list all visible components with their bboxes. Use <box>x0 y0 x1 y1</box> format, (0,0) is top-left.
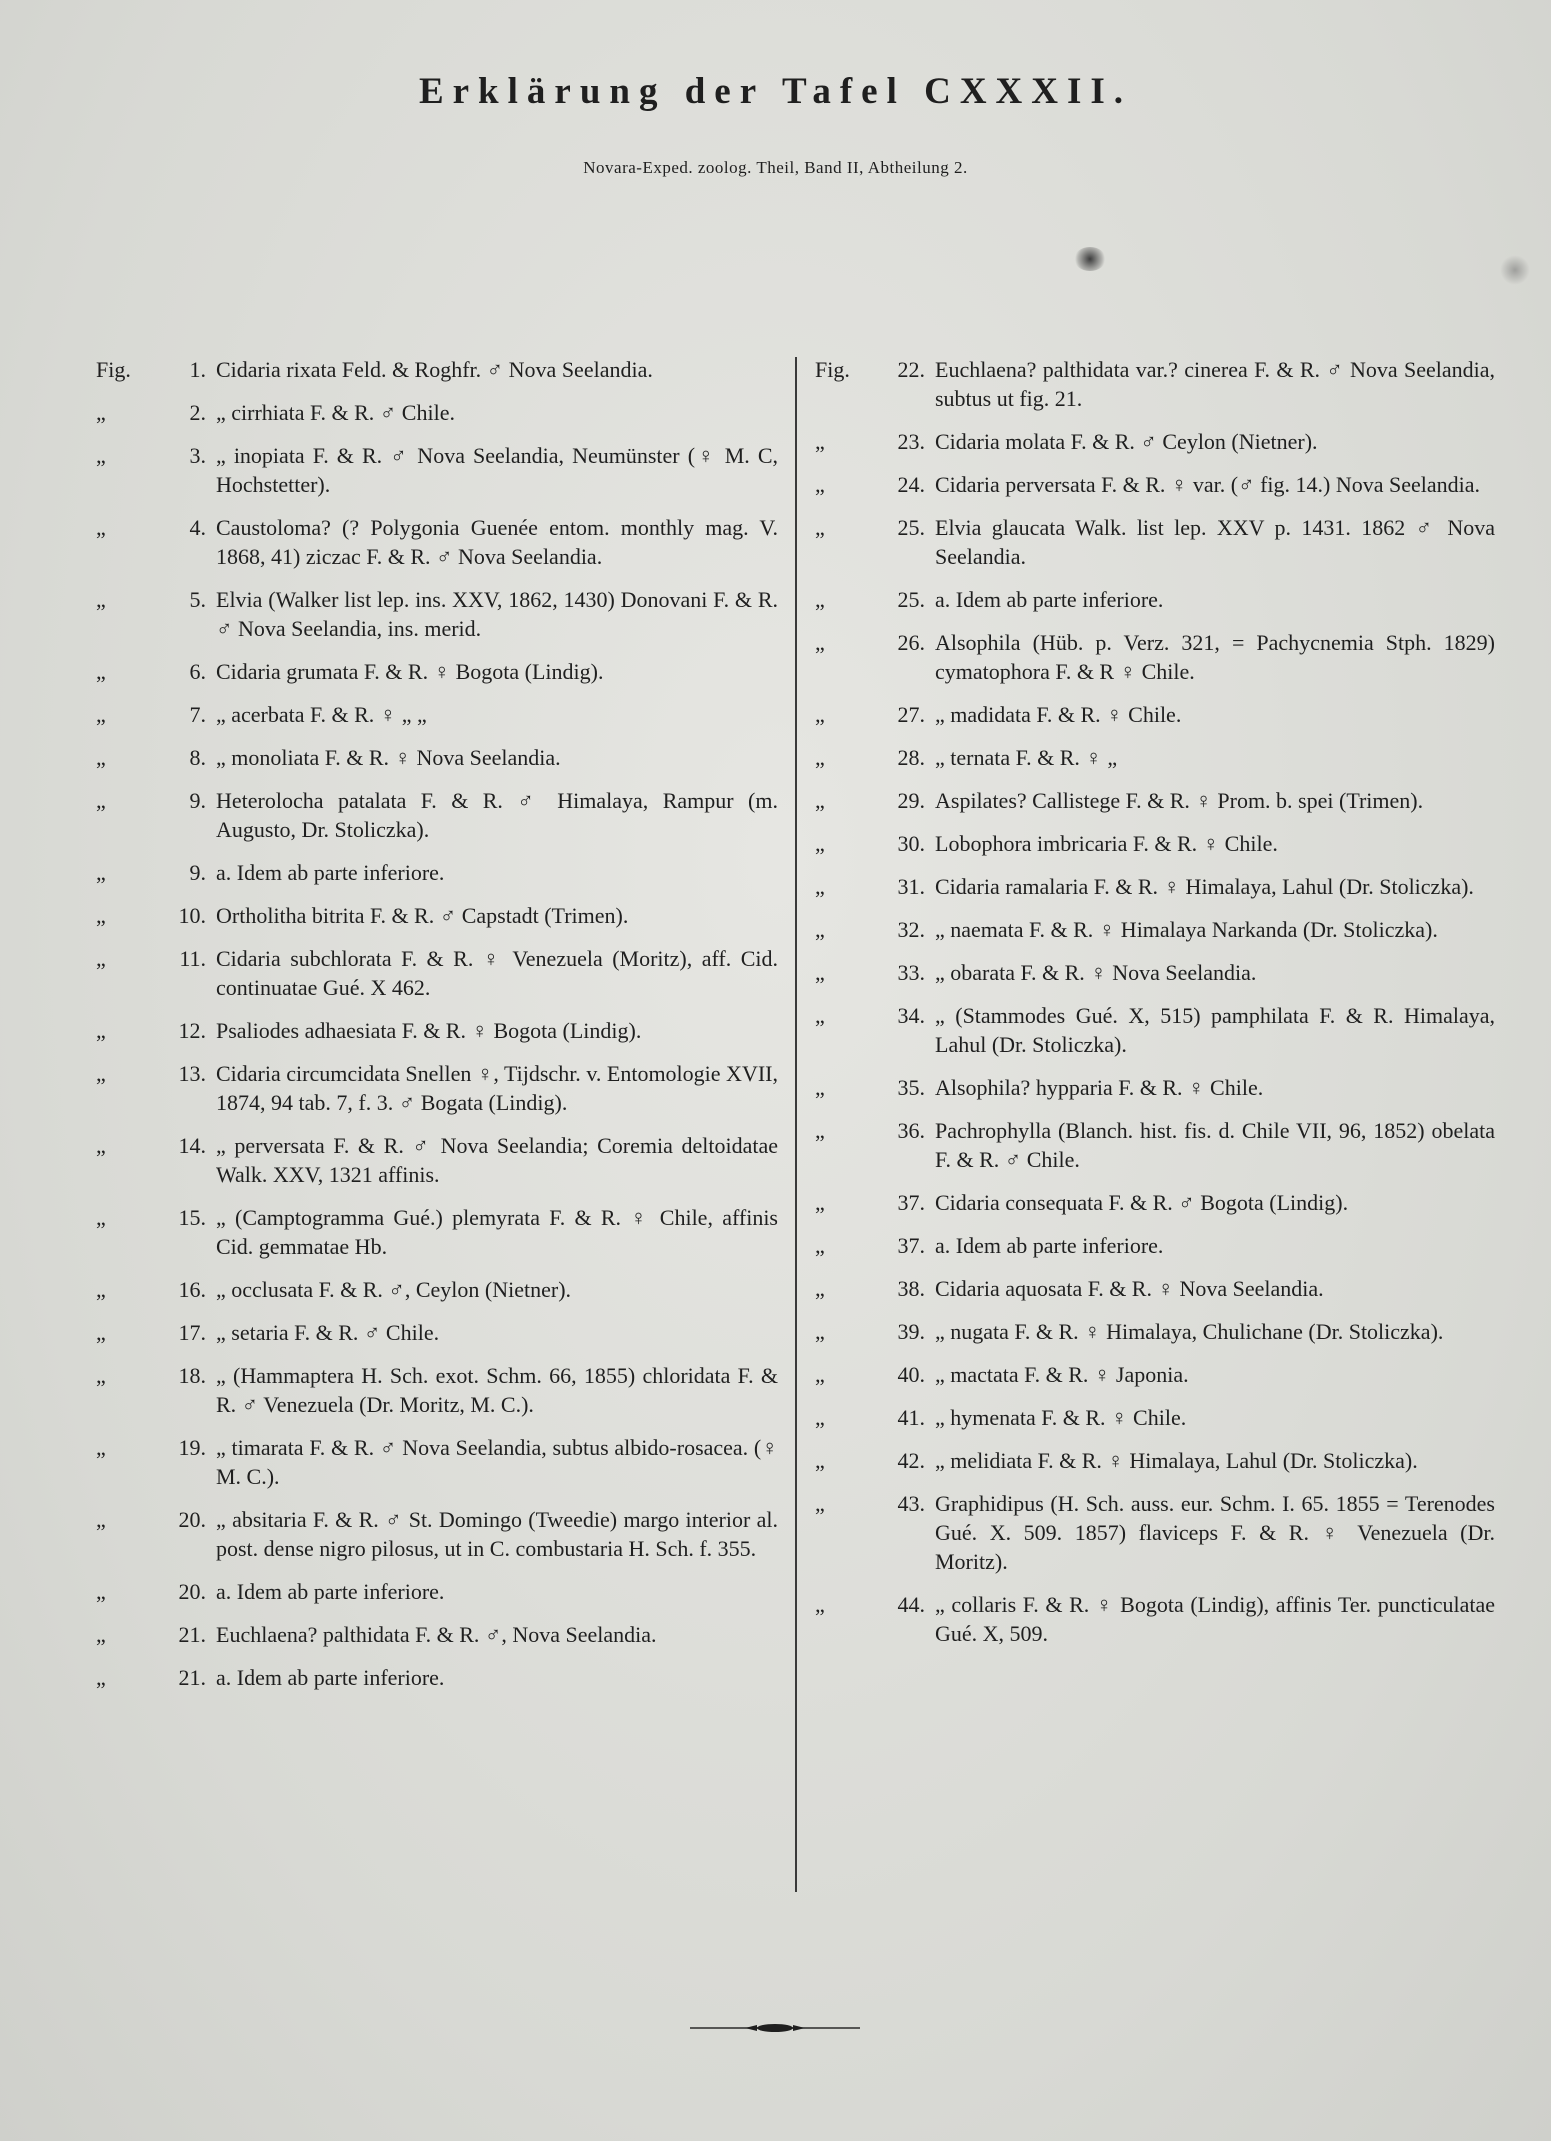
figure-description: „ perversata F. & R. ♂ Nova Seelandia; Coremia deltoidatae Walk. XXV, 1321 affinis. <box>216 1133 778 1187</box>
figure-description: „ (Camptogramma Gué.) plemyrata F. & R. ♀ Chile, affinis Cid. gemmatae Hb. <box>216 1205 778 1259</box>
figure-entry <box>815 1403 1495 1432</box>
figure-entry <box>96 944 778 1002</box>
figure-description: Cidaria molata F. & R. ♂ Ceylon (Nietner). <box>935 429 1318 454</box>
figure-description: Cidaria rixata Feld. & Roghfr. ♂ Nova Seelandia. <box>216 357 653 382</box>
figure-entry <box>96 743 778 772</box>
figure-entry <box>815 513 1495 571</box>
figure-description: „ collaris F. & R. ♀ Bogota (Lindig), affinis Ter. puncticulatae Gué. X, 509. <box>935 1592 1495 1646</box>
figure-description: a. Idem ab parte inferiore. <box>216 1579 445 1604</box>
entry-prefix <box>815 786 935 815</box>
entry-mark: „ <box>96 1507 106 1532</box>
entry-prefix <box>815 1489 935 1518</box>
entry-prefix <box>96 944 216 973</box>
figure-number: 29. <box>897 788 925 813</box>
entry-mark: „ <box>96 659 106 684</box>
entry-mark: Fig. <box>96 357 131 382</box>
entry-prefix <box>96 743 216 772</box>
figure-entry <box>815 470 1495 499</box>
figure-description: Heterolocha patalata F. & R. ♂ Himalaya, Rampur (m. Augusto, Dr. Stoliczka). <box>216 788 778 842</box>
figure-entry <box>96 1577 778 1606</box>
figure-description: a. Idem ab parte inferiore. <box>216 1665 445 1690</box>
entry-prefix <box>815 1590 935 1619</box>
figure-description: „ nugata F. & R. ♀ Himalaya, Chulichane (Dr. Stoliczka). <box>935 1319 1444 1344</box>
entry-mark: „ <box>815 1118 825 1143</box>
entry-mark: „ <box>96 860 106 885</box>
entry-prefix <box>96 398 216 427</box>
entry-prefix <box>96 1059 216 1088</box>
entry-mark: „ <box>96 1277 106 1302</box>
left-column <box>96 355 778 1706</box>
figure-number: 31. <box>897 874 925 899</box>
figure-number: 30. <box>897 831 925 856</box>
figure-description: „ occlusata F. & R. ♂, Ceylon (Nietner). <box>216 1277 572 1302</box>
figure-number: 6. <box>189 659 206 684</box>
entry-mark: „ <box>96 1133 106 1158</box>
entry-prefix <box>96 1203 216 1232</box>
figure-entry <box>815 915 1495 944</box>
figure-number: 17. <box>178 1320 206 1345</box>
entry-prefix <box>815 1274 935 1303</box>
figure-entry <box>96 700 778 729</box>
figure-number: 3. <box>189 443 206 468</box>
figure-entry <box>815 743 1495 772</box>
entry-mark: „ <box>96 1363 106 1388</box>
figure-description: Alsophila (Hüb. p. Verz. 321, = Pachycnemia Stph. 1829) cymatophora F. & R ♀ Chile. <box>935 630 1495 684</box>
figure-entry <box>815 628 1495 686</box>
figure-description: Lobophora imbricaria F. & R. ♀ Chile. <box>935 831 1278 856</box>
figure-entry <box>815 1590 1495 1648</box>
figure-number: 25. <box>897 515 925 540</box>
figure-entry <box>815 1116 1495 1174</box>
figure-description: Graphidipus (H. Sch. auss. eur. Schm. I. 65. 1855 = Terenodes Gué. X. 509. 1857) flaviceps F. & R. ♀ Venezuela (Dr. Moritz). <box>935 1491 1495 1574</box>
figure-number: 37. <box>897 1233 925 1258</box>
entry-prefix <box>815 470 935 499</box>
figure-number: 21. <box>178 1665 206 1690</box>
figure-description: „ inopiata F. & R. ♂ Nova Seelandia, Neumünster (♀ M. C, Hochstetter). <box>216 443 778 497</box>
entry-mark: „ <box>96 400 106 425</box>
entry-mark: „ <box>815 831 825 856</box>
figure-description: a. Idem ab parte inferiore. <box>216 860 445 885</box>
figure-description: „ obarata F. & R. ♀ Nova Seelandia. <box>935 960 1257 985</box>
entry-mark: „ <box>815 788 825 813</box>
figure-description: „ absitaria F. & R. ♂ St. Domingo (Tweedie) margo interior al. post. dense nigro pilosus, ut in C. combustaria H. Sch. f. 355. <box>216 1507 778 1561</box>
entry-mark: „ <box>815 1190 825 1215</box>
figure-number: 15. <box>178 1205 206 1230</box>
entry-mark: „ <box>96 946 106 971</box>
figure-entry <box>96 1318 778 1347</box>
figure-entry <box>815 1231 1495 1260</box>
entry-mark: „ <box>815 1491 825 1516</box>
entry-mark: „ <box>96 1622 106 1647</box>
entry-prefix <box>815 743 935 772</box>
figure-number: 37. <box>897 1190 925 1215</box>
entry-mark: „ <box>96 1320 106 1345</box>
entry-prefix <box>96 1275 216 1304</box>
figure-number: 22. <box>897 357 925 382</box>
figure-entry <box>96 1433 778 1491</box>
entry-prefix <box>96 1433 216 1462</box>
entry-mark: „ <box>96 1205 106 1230</box>
figure-description: Aspilates? Callistege F. & R. ♀ Prom. b. spei (Trimen). <box>935 788 1424 813</box>
figure-entry <box>815 1446 1495 1475</box>
entry-prefix <box>96 700 216 729</box>
figure-description: „ (Stammodes Gué. X, 515) pamphilata F. & R. Himalaya, Lahul (Dr. Stoliczka). <box>935 1003 1495 1057</box>
figure-entry <box>815 1360 1495 1389</box>
entry-prefix <box>815 628 935 657</box>
entry-prefix <box>815 829 935 858</box>
entry-mark: „ <box>96 788 106 813</box>
figure-entry <box>96 1131 778 1189</box>
entry-prefix <box>96 1318 216 1347</box>
figure-description: „ timarata F. & R. ♂ Nova Seelandia, subtus albido-rosacea. (♀ M. C.). <box>216 1435 778 1489</box>
figure-number: 7. <box>189 702 206 727</box>
entry-mark: „ <box>815 429 825 454</box>
ink-spot <box>1500 255 1530 285</box>
entry-prefix <box>815 513 935 542</box>
entry-prefix <box>815 1188 935 1217</box>
entry-mark: „ <box>96 443 106 468</box>
right-column <box>815 355 1495 1662</box>
figure-number: 8. <box>189 745 206 770</box>
entry-mark: „ <box>815 1003 825 1028</box>
figure-entry <box>815 1188 1495 1217</box>
figure-entry <box>815 829 1495 858</box>
entry-prefix <box>96 786 216 815</box>
figure-entry <box>815 958 1495 987</box>
figure-description: Cidaria consequata F. & R. ♂ Bogota (Lindig). <box>935 1190 1349 1215</box>
figure-entry <box>96 1275 778 1304</box>
figure-description: Cidaria subchlorata F. & R. ♀ Venezuela (Moritz), aff. Cid. continuatae Gué. X 462. <box>216 946 778 1000</box>
page-subtitle: Novara-Exped. zoolog. Theil, Band II, Abtheilung 2. <box>583 158 968 177</box>
entry-prefix <box>815 872 935 901</box>
figure-entry <box>815 427 1495 456</box>
column-divider <box>795 357 797 1892</box>
entry-prefix <box>96 657 216 686</box>
figure-number: 36. <box>897 1118 925 1143</box>
entry-prefix <box>815 1231 935 1260</box>
entry-prefix <box>815 915 935 944</box>
figure-entry <box>96 355 778 384</box>
figure-entry <box>815 585 1495 614</box>
figure-entry <box>815 1001 1495 1059</box>
entry-prefix <box>96 1131 216 1160</box>
figure-description: Pachrophylla (Blanch. hist. fis. d. Chile VII, 96, 1852) obelata F. & R. ♂ Chile. <box>935 1118 1495 1172</box>
figure-description: „ cirrhiata F. & R. ♂ Chile. <box>216 400 455 425</box>
entry-prefix <box>815 1317 935 1346</box>
entry-mark: „ <box>96 702 106 727</box>
entry-mark: „ <box>815 874 825 899</box>
figure-entry <box>815 1317 1495 1346</box>
entry-prefix <box>96 1577 216 1606</box>
figure-description: „ hymenata F. & R. ♀ Chile. <box>935 1405 1187 1430</box>
figure-entry <box>815 1073 1495 1102</box>
entry-prefix <box>815 427 935 456</box>
figure-description: „ acerbata F. & R. ♀ „ „ <box>216 702 427 727</box>
entry-mark: „ <box>815 1075 825 1100</box>
figure-number: 19. <box>178 1435 206 1460</box>
entry-prefix <box>96 858 216 887</box>
figure-number: 23. <box>897 429 925 454</box>
entry-mark: „ <box>96 1018 106 1043</box>
figure-description: „ setaria F. & R. ♂ Chile. <box>216 1320 440 1345</box>
figure-number: 42. <box>897 1448 925 1473</box>
figure-entry <box>815 700 1495 729</box>
figure-description: „ madidata F. & R. ♀ Chile. <box>935 702 1182 727</box>
figure-entry <box>96 1620 778 1649</box>
figure-entry <box>96 1059 778 1117</box>
figure-entry <box>815 355 1495 413</box>
figure-number: 33. <box>897 960 925 985</box>
figure-number: 20. <box>178 1507 206 1532</box>
figure-entry <box>96 901 778 930</box>
figure-description: Elvia glaucata Walk. list lep. XXV p. 1431. 1862 ♂ Nova Seelandia. <box>935 515 1495 569</box>
entry-prefix <box>815 1403 935 1432</box>
figure-number: 44. <box>897 1592 925 1617</box>
figure-entry <box>96 1203 778 1261</box>
entry-prefix <box>96 1663 216 1692</box>
figure-entry <box>96 1361 778 1419</box>
figure-entry <box>96 858 778 887</box>
figure-entry <box>815 786 1495 815</box>
figure-number: 24. <box>897 472 925 497</box>
entry-prefix <box>815 585 935 614</box>
figure-description: „ ternata F. & R. ♀ „ <box>935 745 1118 770</box>
figure-entry <box>96 786 778 844</box>
figure-number: 20. <box>178 1579 206 1604</box>
figure-number: 12. <box>178 1018 206 1043</box>
figure-entry <box>815 872 1495 901</box>
figure-entry <box>96 585 778 643</box>
figure-number: 18. <box>178 1363 206 1388</box>
entry-mark: „ <box>96 1061 106 1086</box>
entry-mark: „ <box>815 515 825 540</box>
entry-prefix <box>96 1361 216 1390</box>
entry-prefix <box>815 1073 935 1102</box>
figure-entry <box>96 1505 778 1563</box>
figure-description: Alsophila? hypparia F. & R. ♀ Chile. <box>935 1075 1264 1100</box>
figure-description: „ naemata F. & R. ♀ Himalaya Narkanda (Dr. Stoliczka). <box>935 917 1438 942</box>
entry-mark: „ <box>815 1405 825 1430</box>
entry-mark: „ <box>815 1592 825 1617</box>
figure-number: 21. <box>178 1622 206 1647</box>
entry-mark: „ <box>96 515 106 540</box>
figure-number: 14. <box>178 1133 206 1158</box>
entry-prefix <box>815 958 935 987</box>
figure-number: 34. <box>897 1003 925 1028</box>
figure-number: 27. <box>897 702 925 727</box>
figure-description: Cidaria ramalaria F. & R. ♀ Himalaya, Lahul (Dr. Stoliczka). <box>935 874 1474 899</box>
figure-description: Elvia (Walker list lep. ins. XXV, 1862, 1430) Donovani F. & R. ♂ Nova Seelandia, ins. merid. <box>216 587 778 641</box>
entry-mark: „ <box>815 1233 825 1258</box>
figure-number: 9. <box>189 860 206 885</box>
figure-number: 11. <box>179 946 206 971</box>
ornament-rule <box>690 2018 860 2038</box>
entry-prefix <box>96 441 216 470</box>
entry-mark: „ <box>815 960 825 985</box>
entry-prefix <box>815 700 935 729</box>
figure-number: 4. <box>189 515 206 540</box>
entry-mark: „ <box>815 630 825 655</box>
figure-description: „ monoliata F. & R. ♀ Nova Seelandia. <box>216 745 561 770</box>
ink-spot <box>1074 247 1106 271</box>
figure-description: „ (Hammaptera H. Sch. exot. Schm. 66, 1855) chloridata F. & R. ♂ Venezuela (Dr. Moritz, M. C.). <box>216 1363 778 1417</box>
figure-description: Psaliodes adhaesiata F. & R. ♀ Bogota (Lindig). <box>216 1018 642 1043</box>
figure-number: 1. <box>189 357 206 382</box>
figure-entry <box>96 1016 778 1045</box>
figure-number: 32. <box>897 917 925 942</box>
entry-mark: „ <box>96 745 106 770</box>
figure-number: 26. <box>897 630 925 655</box>
figure-number: 9. <box>189 788 206 813</box>
entry-prefix <box>815 1116 935 1145</box>
entry-mark: Fig. <box>815 357 850 382</box>
entry-mark: „ <box>96 903 106 928</box>
figure-description: „ mactata F. & R. ♀ Japonia. <box>935 1362 1189 1387</box>
figure-number: 39. <box>897 1319 925 1344</box>
figure-description: Ortholitha bitrita F. & R. ♂ Capstadt (Trimen). <box>216 903 629 928</box>
entry-mark: „ <box>815 1362 825 1387</box>
figure-description: Caustoloma? (? Polygonia Guenée entom. monthly mag. V. 1868, 41) ziczac F. & R. ♂ Nova Seelandia. <box>216 515 778 569</box>
entry-mark: „ <box>815 587 825 612</box>
figure-entry <box>96 441 778 499</box>
entry-prefix <box>96 1505 216 1534</box>
figure-description: Euchlaena? palthidata var.? cinerea F. & R. ♂ Nova Seelandia, subtus ut fig. 21. <box>935 357 1495 411</box>
entry-mark: „ <box>96 587 106 612</box>
figure-entry <box>96 398 778 427</box>
entry-mark: „ <box>96 1579 106 1604</box>
figure-number: 10. <box>178 903 206 928</box>
figure-entry <box>815 1274 1495 1303</box>
figure-number: 40. <box>897 1362 925 1387</box>
figure-entry <box>815 1489 1495 1576</box>
figure-number: 2. <box>189 400 206 425</box>
figure-number: 28. <box>897 745 925 770</box>
entry-mark: „ <box>815 1319 825 1344</box>
entry-prefix <box>96 585 216 614</box>
figure-description: a. Idem ab parte inferiore. <box>935 1233 1164 1258</box>
figure-description: a. Idem ab parte inferiore. <box>935 587 1164 612</box>
figure-number: 38. <box>897 1276 925 1301</box>
figure-description: „ melidiata F. & R. ♀ Himalaya, Lahul (Dr. Stoliczka). <box>935 1448 1418 1473</box>
entry-prefix <box>96 1016 216 1045</box>
entry-prefix <box>96 513 216 542</box>
figure-number: 35. <box>897 1075 925 1100</box>
figure-number: 13. <box>178 1061 206 1086</box>
figure-number: 43. <box>897 1491 925 1516</box>
figure-entry <box>96 657 778 686</box>
entry-mark: „ <box>815 702 825 727</box>
entry-prefix <box>815 1001 935 1030</box>
figure-description: Euchlaena? palthidata F. & R. ♂, Nova Seelandia. <box>216 1622 657 1647</box>
entry-prefix <box>96 355 216 384</box>
entry-prefix <box>96 901 216 930</box>
entry-prefix <box>815 1360 935 1389</box>
figure-number: 25. <box>897 587 925 612</box>
entry-mark: „ <box>815 1276 825 1301</box>
figure-description: Cidaria aquosata F. & R. ♀ Nova Seelandia. <box>935 1276 1324 1301</box>
figure-description: Cidaria circumcidata Snellen ♀, Tijdschr. v. Entomologie XVII, 1874, 94 tab. 7, f. 3. ♂ Bogata (Lindig). <box>216 1061 778 1115</box>
entry-mark: „ <box>815 1448 825 1473</box>
figure-description: Cidaria perversata F. & R. ♀ var. (♂ fig. 14.) Nova Seelandia. <box>935 472 1481 497</box>
figure-number: 16. <box>178 1277 206 1302</box>
figure-description: Cidaria grumata F. & R. ♀ Bogota (Lindig). <box>216 659 604 684</box>
entry-prefix <box>96 1620 216 1649</box>
entry-mark: „ <box>96 1665 106 1690</box>
figure-number: 41. <box>897 1405 925 1430</box>
figure-entry <box>96 1663 778 1692</box>
entry-prefix <box>815 1446 935 1475</box>
figure-number: 5. <box>189 587 206 612</box>
entry-mark: „ <box>815 745 825 770</box>
page-title: Erklärung der Tafel CXXXII. <box>418 71 1133 112</box>
entry-mark: „ <box>815 917 825 942</box>
entry-mark: „ <box>96 1435 106 1460</box>
entry-mark: „ <box>815 472 825 497</box>
figure-entry <box>96 513 778 571</box>
entry-prefix <box>815 355 935 384</box>
